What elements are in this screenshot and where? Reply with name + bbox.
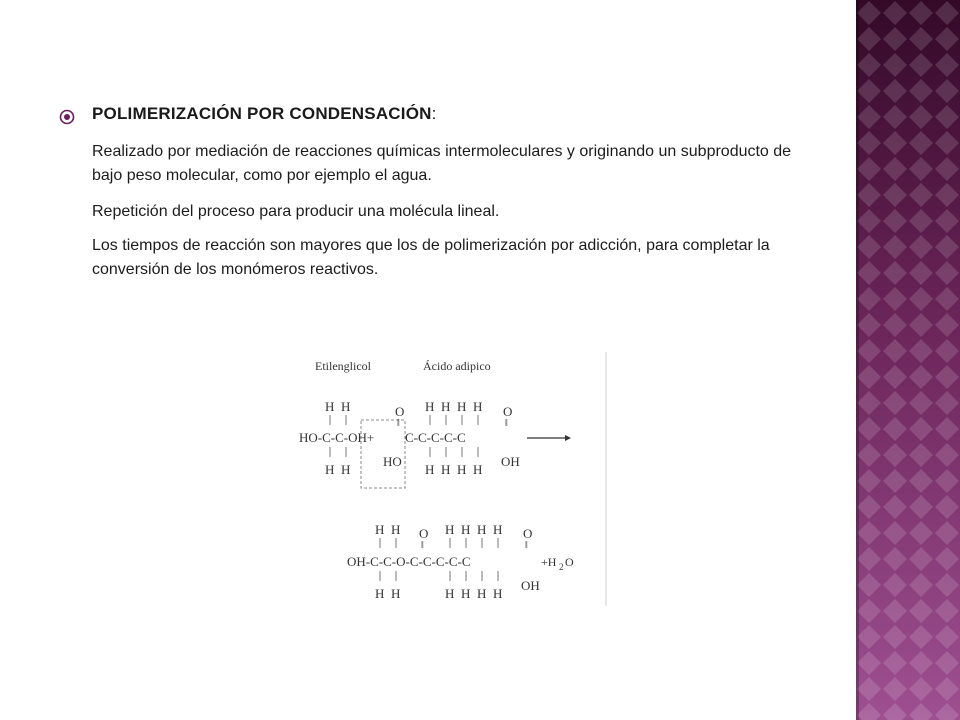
condensation-reaction-figure — [295, 348, 615, 610]
svg-text:H: H — [493, 586, 503, 601]
svg-text:‖: ‖ — [397, 418, 400, 429]
svg-text:H: H — [425, 399, 435, 414]
svg-text:O: O — [565, 555, 574, 569]
svg-text:+H: +H — [541, 555, 557, 569]
svg-text:H: H — [457, 399, 467, 414]
svg-text:H: H — [445, 586, 455, 601]
svg-text:H: H — [341, 399, 351, 414]
svg-text:H: H — [441, 462, 451, 477]
svg-text:H: H — [477, 522, 487, 537]
svg-text:‖: ‖ — [421, 540, 424, 551]
reaction-bottom — [347, 522, 574, 601]
svg-text:H: H — [473, 399, 483, 414]
svg-text:O: O — [523, 526, 533, 541]
svg-text:HO-C-C-OH+: HO-C-C-OH+ — [299, 430, 375, 445]
svg-text:OH-C-C-O-C-C-C-C-C: OH-C-C-O-C-C-C-C-C — [347, 554, 471, 569]
svg-text:2: 2 — [559, 562, 564, 572]
svg-text:H: H — [391, 522, 401, 537]
svg-text:H: H — [325, 462, 335, 477]
svg-text:H: H — [341, 462, 351, 477]
bullet-icon — [58, 108, 76, 126]
svg-text:H: H — [473, 462, 483, 477]
svg-text:C-C-C-C-C: C-C-C-C-C — [405, 430, 466, 445]
svg-text:H: H — [445, 522, 455, 537]
reaction-top — [299, 399, 571, 488]
svg-text:H: H — [425, 462, 435, 477]
svg-text:H: H — [375, 586, 385, 601]
slide-heading-colon: : — [431, 104, 437, 123]
svg-text:‖: ‖ — [525, 540, 528, 551]
svg-text:OH: OH — [521, 578, 540, 593]
svg-text:H: H — [461, 586, 471, 601]
svg-text:O: O — [503, 404, 513, 419]
label-acido-adipico: Ácido adipico — [423, 359, 491, 373]
svg-text:H: H — [461, 522, 471, 537]
paragraph-2: Repetición del proceso para producir una molécula lineal. — [92, 203, 500, 220]
svg-text:O: O — [419, 526, 429, 541]
slide-heading-text: POLIMERIZACIÓN POR CONDENSACIÓN — [92, 104, 432, 123]
svg-text:HO: HO — [383, 454, 402, 469]
svg-text:H: H — [477, 586, 487, 601]
svg-text:H: H — [375, 522, 385, 537]
svg-text:H: H — [325, 399, 335, 414]
slide-heading — [92, 104, 437, 124]
svg-text:H: H — [391, 586, 401, 601]
decorative-diamond-band — [856, 0, 960, 720]
svg-text:H: H — [493, 522, 503, 537]
svg-text:OH: OH — [501, 454, 520, 469]
svg-text:H: H — [441, 399, 451, 414]
svg-text:O: O — [395, 404, 405, 419]
svg-text:H: H — [457, 462, 467, 477]
svg-text:‖: ‖ — [505, 418, 508, 429]
label-etilenglicol: Etilenglicol — [315, 359, 371, 373]
paragraph-3: Los tiempos de reacción son mayores que los de polimerización por adicción, para completar la conversión de los monómeros reactivos. — [92, 237, 770, 278]
paragraph-1: Realizado por mediación de reacciones químicas intermoleculares y originando un subproducto de bajo peso molecular, como por ejemplo el agua. — [92, 143, 792, 184]
